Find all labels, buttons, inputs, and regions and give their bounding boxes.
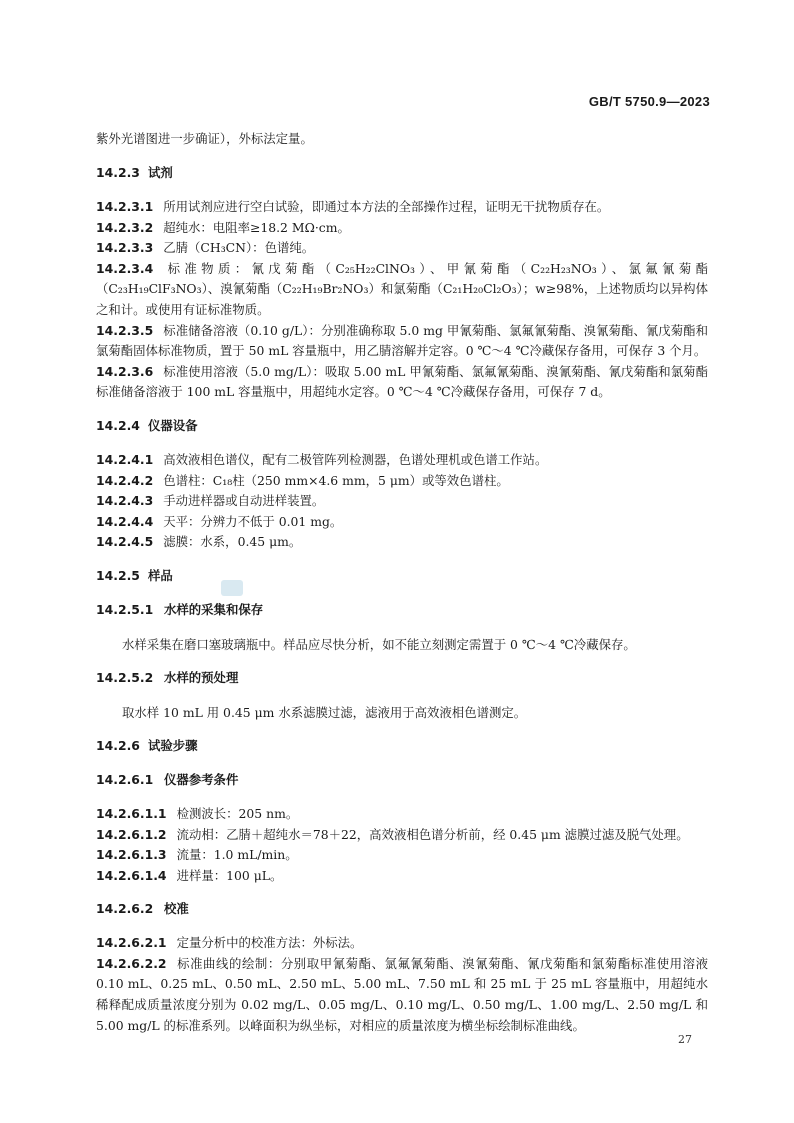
section-number: 14.2.5 (96, 567, 140, 583)
sampling-text: 水样采集在磨口塞玻璃瓶中。样品应尽快分析，如不能立刻测定需置于 0 ℃～4 ℃冷藏保存。 (122, 636, 636, 652)
section-heading (96, 416, 708, 436)
clause-text: 滤膜：水系，0.45 μm。 (163, 534, 302, 550)
clause-text: 乙腈（CH₃CN）：色谱纯。 (163, 240, 315, 256)
clause-text: 手动进样器或自动进样装置。 (163, 493, 325, 509)
clause (96, 804, 708, 825)
clause-number: 14.2.3.6 (96, 363, 154, 379)
subsection-number: 14.2.5.2 (96, 669, 154, 685)
clause-text: 定量分析中的校准方法：外标法。 (176, 935, 363, 951)
section-number: 14.2.3 (96, 165, 140, 180)
clause-text: 超纯水：电阻率≥18.2 MΩ·cm。 (163, 219, 350, 235)
clause-text: 标准使用溶液（5.0 mg/L）：吸取 5.00 mL 甲氰菊酯、氯氟氰菊酯、溴氰菊酯、氰戊菊酯和氯菊酯标准储备溶液于 100 mL 容量瓶中，用超纯水定容。0 ℃～4 ℃冷藏保存备用，可保存 7 d。 (96, 363, 708, 400)
clause-number: 14.2.6.2.1 (96, 935, 167, 951)
clause-number: 14.2.6.1.1 (96, 805, 167, 821)
clause-number: 14.2.3.5 (96, 322, 154, 338)
pretreatment-text: 取水样 10 mL 用 0.45 μm 水系滤膜过滤，滤液用于高效液相色谱测定。 (122, 704, 527, 720)
publisher-watermark-icon (221, 580, 243, 596)
section-title: 仪器设备 (148, 417, 198, 433)
clause-number: 14.2.4.4 (96, 513, 154, 529)
clause (96, 321, 708, 362)
clause-text: 进样量：100 μL。 (176, 867, 283, 883)
subsection-heading (96, 770, 708, 790)
clause (96, 238, 708, 259)
clause-list-reagents (96, 197, 708, 403)
clause (96, 866, 708, 887)
clause-text: 标准储备溶液（0.10 g/L）：分别准确称取 5.0 mg 甲氰菊酯、氯氟氰菊酯、溴氰菊酯、氰戊菊酯和氯菊酯固体标准物质，置于 50 mL 容量瓶中，用乙腈溶解并定容。0 ℃～4 ℃冷藏保存备用，可保存 3 个月。 (96, 322, 708, 359)
clause (96, 532, 708, 553)
clause-text: 标准物质：氰戊菊酯（C₂₅H₂₂ClNO₃）、甲氰菊酯（C₂₂H₂₃NO₃）、氯氟氰菊酯（C₂₃H₁₉ClF₃NO₃）、溴氰菊酯（C₂₂H₁₉Br₂NO₃）和氯菊酯（C₂₁H₂₀Cl₂O₃）；w≥98%，上述物质均以异构体之和计。或使用有证标准物质。 (96, 260, 708, 317)
clause (96, 845, 708, 866)
document-body (96, 128, 708, 1036)
clause-text: 天平：分辨力不低于 0.01 mg。 (163, 513, 343, 529)
clause (96, 362, 708, 403)
subsection-heading (96, 668, 708, 688)
clause-text: 流量：1.0 mL/min。 (176, 847, 298, 863)
clause-list-conditions (96, 804, 708, 886)
continuation-text: 紫外光谱图进一步确证），外标法定量。 (96, 131, 313, 146)
section-title: 试验步骤 (148, 737, 198, 753)
section-title: 试剂 (148, 165, 173, 180)
clause-number: 14.2.3.2 (96, 219, 154, 235)
subsection-number: 14.2.5.1 (96, 601, 154, 617)
clause-number: 14.2.6.1.3 (96, 847, 167, 863)
clause-text: 所用试剂应进行空白试验，即通过本方法的全部操作过程，证明无干扰物质存在。 (163, 199, 610, 214)
clause (96, 491, 708, 512)
clause-number: 14.2.4.2 (96, 472, 154, 488)
clause (96, 512, 708, 533)
clause-number: 14.2.6.1.2 (96, 826, 167, 842)
subsection-title: 水样的预处理 (164, 669, 239, 685)
clause-number: 14.2.4.5 (96, 534, 154, 550)
subsection-number: 14.2.6.2 (96, 901, 154, 917)
clause-text: 标准曲线的绘制：分别取甲氰菊酯、氯氟氰菊酯、溴氰菊酯、氰戊菊酯和氯菊酯标准使用溶液 0.10 mL、0.25 mL、0.50 mL、2.50 mL、5.00 mL、7.50 mL 和 25 mL 于 25 mL 容量瓶中，用超纯水稀释配成质量浓度分别为 0.02 mg/L、0.05 mg/L、0.10 mg/L、0.50 mg/L、1.00 mg/L、2.50 mg/L 和 5.00 mg/L 的标准系列。以峰面积为纵坐标，对相应的质量浓度为横坐标绘制标准曲线。 (96, 955, 708, 1033)
clause (96, 954, 708, 1036)
subsection-title: 仪器参考条件 (164, 771, 239, 787)
section-heading (96, 566, 708, 586)
clause-list-calibration (96, 933, 708, 1036)
clause-text: 检测波长：205 nm。 (176, 805, 299, 821)
clause-text: 色谱柱：C₁₈柱（250 mm×4.6 mm，5 μm）或等效色谱柱。 (163, 472, 509, 488)
page-number: 27 (678, 1033, 692, 1046)
subsection-title: 水样的采集和保存 (164, 601, 264, 617)
clause (96, 259, 708, 321)
clause-number: 14.2.4.1 (96, 451, 154, 467)
clause-number: 14.2.3.4 (96, 260, 154, 276)
clause (96, 218, 708, 239)
clause-number: 14.2.6.1.4 (96, 867, 167, 883)
standard-code: GB/T 5750.9—2023 (588, 94, 710, 109)
clause-text: 流动相：乙腈＋超纯水＝78＋22，高效液相色谱分析前，经 0.45 μm 滤膜过滤及脱气处理。 (176, 826, 689, 842)
clause-number: 14.2.6.2.2 (96, 955, 167, 971)
section-number: 14.2.4 (96, 417, 140, 433)
section-heading (96, 736, 708, 756)
clause (96, 933, 708, 954)
subsection-number: 14.2.6.1 (96, 771, 154, 787)
subsection-heading (96, 600, 708, 620)
subsection-title: 校准 (164, 901, 189, 917)
clause-text: 高效液相色谱仪，配有二极管阵列检测器，色谱处理机或色谱工作站。 (163, 451, 548, 467)
section-heading (96, 163, 708, 183)
clause-list-equipment (96, 450, 708, 553)
section-number: 14.2.6 (96, 737, 140, 753)
clause (96, 450, 708, 471)
clause-number: 14.2.3.1 (96, 199, 154, 214)
clause (96, 825, 708, 846)
clause-number: 14.2.3.3 (96, 240, 154, 256)
clause-number: 14.2.4.3 (96, 493, 154, 509)
subsection-heading (96, 899, 708, 919)
section-title: 样品 (148, 567, 173, 583)
clause (96, 471, 708, 492)
clause (96, 197, 708, 218)
